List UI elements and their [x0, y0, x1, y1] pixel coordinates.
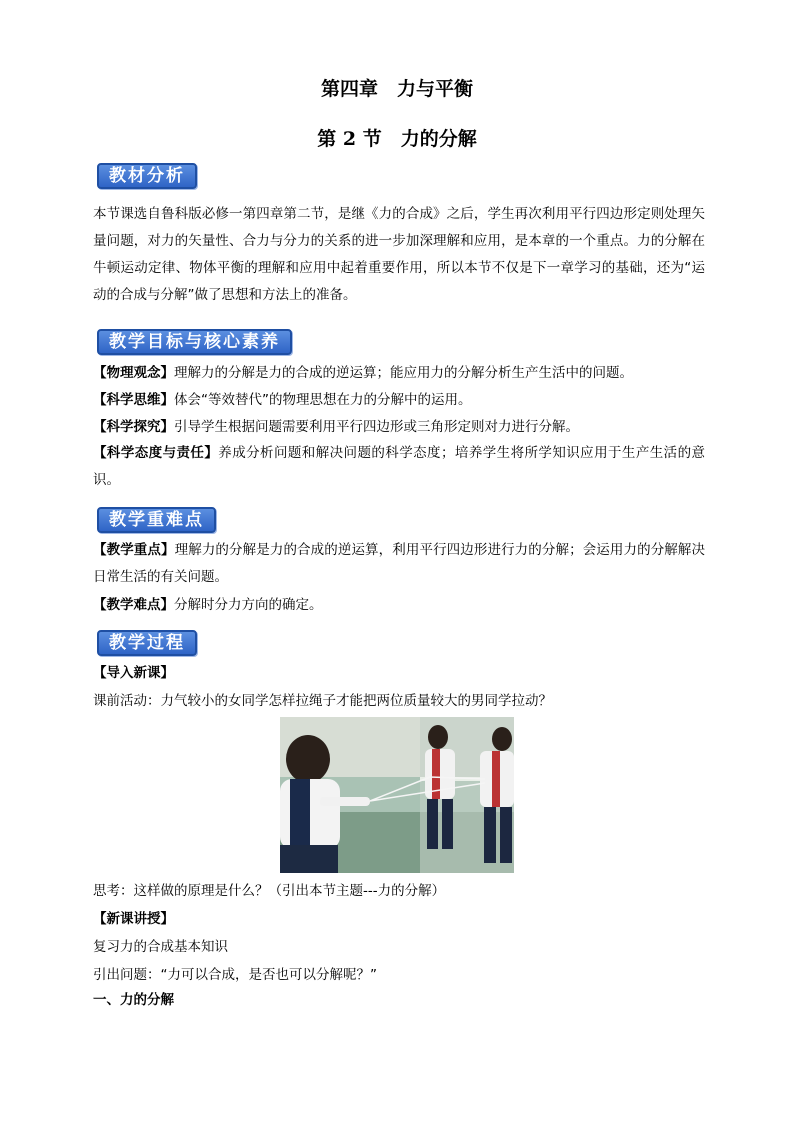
goal-text: 理解力的分解是力的合成的逆运算；能应用力的分解分析生产生活中的问题。 [174, 365, 633, 381]
goal-label: 【科学探究】 [93, 419, 174, 435]
intro-label: 【导入新课】 [93, 665, 174, 681]
difficult-point [93, 595, 323, 615]
badge-textbook-analysis: 教材分析 [97, 163, 197, 189]
students-rope-photo [280, 717, 514, 873]
review-line: 复习力的合成基本知识 [93, 939, 228, 955]
section-title: 第 2 节 力的分解 [317, 128, 477, 150]
new-lesson-label: 【新课讲授】 [93, 911, 174, 927]
goal-text: 引导学生根据问题需要利用平行四边形或三角形定则对力进行分解。 [174, 419, 579, 435]
goal-scientific-inquiry [93, 417, 579, 437]
goal-attitude [93, 440, 705, 494]
goal-label: 【物理观念】 [93, 365, 174, 381]
goal-scientific-thinking [93, 390, 472, 410]
goal-text: 体会“等效替代”的物理思想在力的分解中的运用。 [174, 392, 472, 408]
chapter-title: 第四章 力与平衡 [320, 78, 473, 100]
key-point [93, 537, 705, 591]
badge-teaching-goals: 教学目标与核心素养 [97, 329, 292, 355]
badge-teaching-process: 教学过程 [97, 630, 197, 656]
goal-label: 【科学态度与责任】 [93, 445, 219, 461]
think-question: 思考：这样做的原理是什么？（引出本节主题---力的分解） [93, 883, 446, 899]
difficult-label: 【教学难点】 [93, 597, 174, 613]
goal-label: 【科学思维】 [93, 392, 174, 408]
question-line: 引出问题：“力可以合成，是否也可以分解呢？” [93, 967, 377, 983]
heading-force-decomposition: 一、力的分解 [93, 992, 174, 1008]
photo-illustration [280, 717, 514, 873]
key-text: 理解力的分解是力的合成的逆运算，利用平行四边形进行力的分解；会运用力的分解解决日常生活的有关问题。 [93, 542, 706, 585]
difficult-text: 分解时分力方向的确定。 [174, 597, 323, 613]
badge-key-difficult-points: 教学重难点 [97, 507, 216, 533]
analysis-paragraph: 本节课选自鲁科版必修一第四章第二节，是继《力的合成》之后，学生再次利用平行四边形定则处理矢量问题，对力的矢量性、合力与分力的关系的进一步加深理解和应用，是本章的一个重点。力的分解在牛顿运动定律、物体平衡的理解和应用中起着重要作用，所以本节不仅是下一章学习的基础，还为“运动的合成与分解”做了思想和方法上的准备。 [93, 206, 705, 303]
goal-text: 养成分析问题和解决问题的科学态度；培养学生将所学知识应用于生产生活的意识。 [93, 445, 706, 488]
pre-class-activity: 课前活动：力气较小的女同学怎样拉绳子才能把两位质量较大的男同学拉动？ [93, 693, 552, 709]
key-label: 【教学重点】 [93, 542, 175, 558]
goal-physics-concept [93, 363, 633, 383]
